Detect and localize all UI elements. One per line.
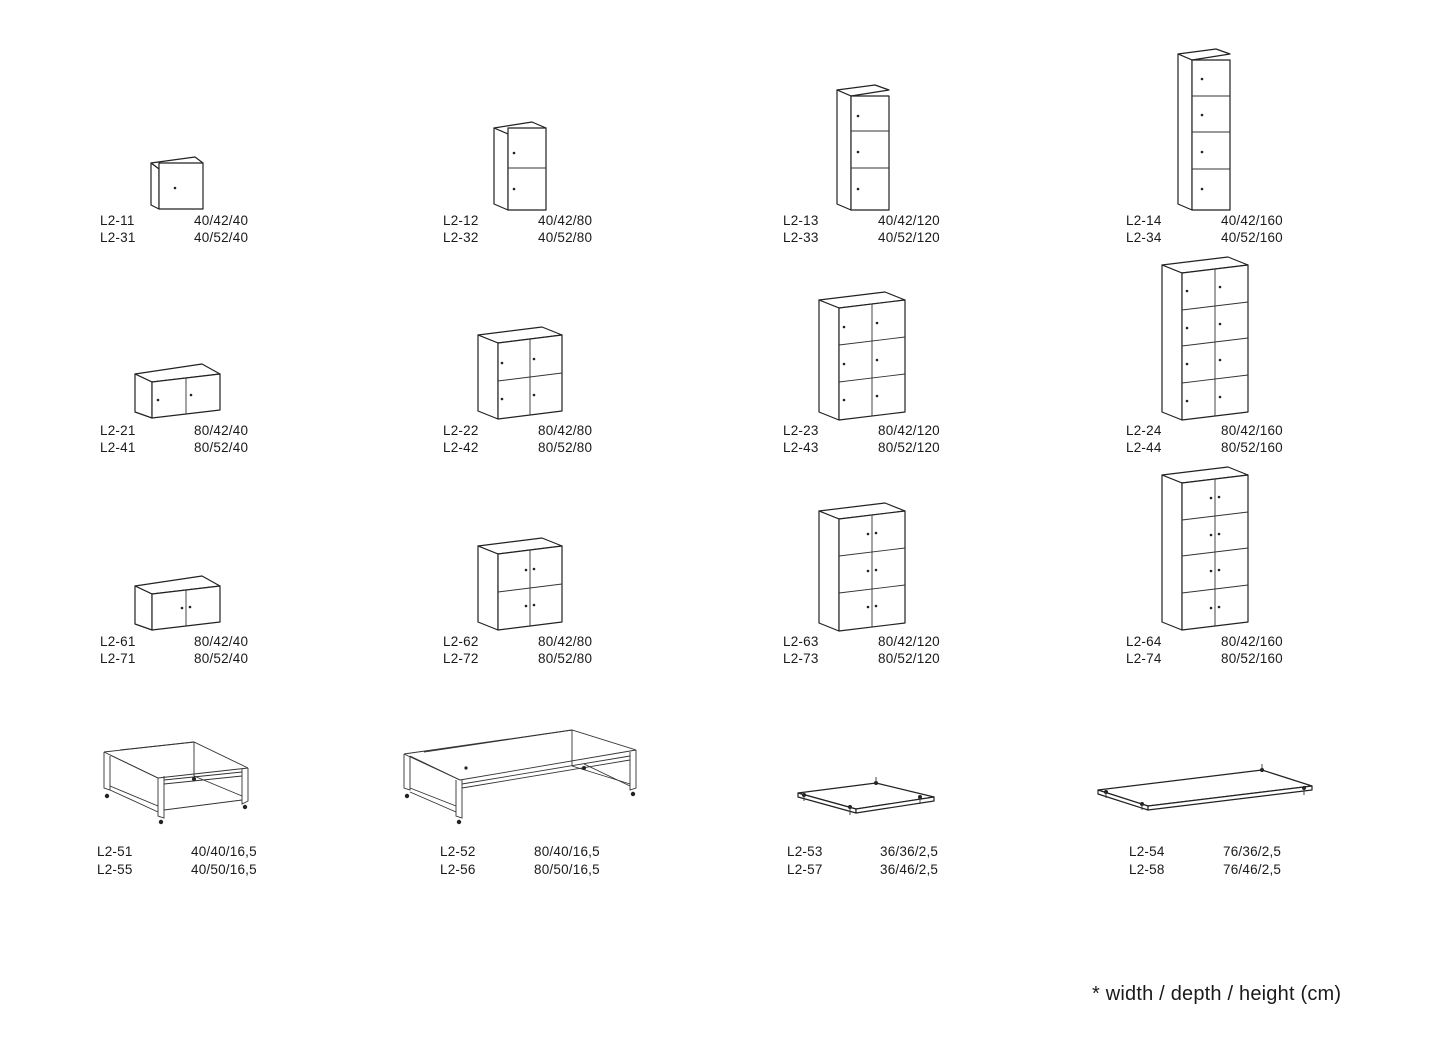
dims-l2-13: 40/42/120 — [878, 213, 940, 228]
code-l2-51: L2-51 — [97, 844, 133, 859]
dims-l2-34: 40/52/160 — [1221, 230, 1283, 245]
code-l2-62: L2-62 — [443, 634, 479, 649]
code-l2-24: L2-24 — [1126, 423, 1162, 438]
dims-l2-41: 80/52/40 — [194, 440, 249, 455]
code-l2-72: L2-72 — [443, 651, 479, 666]
dims-l2-58: 76/46/2,5 — [1223, 862, 1282, 877]
code-l2-21: L2-21 — [100, 423, 136, 438]
dims-l2-33: 40/52/120 — [878, 230, 940, 245]
code-l2-52: L2-52 — [440, 844, 476, 859]
cabinet-drawing-l2-14 — [1172, 48, 1242, 214]
dims-l2-74: 80/52/160 — [1221, 651, 1283, 666]
dims-l2-44: 80/52/160 — [1221, 440, 1283, 455]
code-l2-31: L2-31 — [100, 230, 136, 245]
dims-l2-64: 80/42/160 — [1221, 634, 1283, 649]
code-l2-55: L2-55 — [97, 862, 133, 877]
cabinet-drawing-l2-62 — [474, 536, 566, 632]
code-l2-63: L2-63 — [783, 634, 819, 649]
code-l2-42: L2-42 — [443, 440, 479, 455]
dims-l2-43: 80/52/120 — [878, 440, 940, 455]
dims-l2-52: 80/40/16,5 — [534, 844, 600, 859]
dims-l2-62: 80/42/80 — [538, 634, 593, 649]
code-l2-57: L2-57 — [787, 862, 823, 877]
dims-l2-21: 80/42/40 — [194, 423, 249, 438]
plinth-drawing-l2-53 — [794, 773, 938, 819]
code-l2-44: L2-44 — [1126, 440, 1162, 455]
dims-l2-54: 76/36/2,5 — [1223, 844, 1282, 859]
dims-l2-42: 80/52/80 — [538, 440, 593, 455]
cabinet-drawing-l2-64 — [1158, 465, 1252, 632]
dims-l2-31: 40/52/40 — [194, 230, 249, 245]
dims-l2-71: 80/52/40 — [194, 651, 249, 666]
dims-l2-53: 36/36/2,5 — [880, 844, 939, 859]
cabinet-drawing-l2-12 — [488, 120, 558, 215]
dims-l2-32: 40/52/80 — [538, 230, 593, 245]
code-l2-56: L2-56 — [440, 862, 476, 877]
plinth-drawing-l2-54 — [1094, 762, 1316, 812]
code-l2-22: L2-22 — [443, 423, 479, 438]
code-l2-54: L2-54 — [1129, 844, 1165, 859]
dims-l2-24: 80/42/160 — [1221, 423, 1283, 438]
dims-l2-56: 80/50/16,5 — [534, 862, 600, 877]
code-l2-32: L2-32 — [443, 230, 479, 245]
dims-l2-55: 40/50/16,5 — [191, 862, 257, 877]
code-l2-11: L2-11 — [100, 213, 135, 228]
dims-l2-14: 40/42/160 — [1221, 213, 1283, 228]
code-l2-71: L2-71 — [100, 651, 136, 666]
dims-l2-73: 80/52/120 — [878, 651, 940, 666]
cabinet-drawing-l2-22 — [474, 325, 566, 421]
cabinet-drawing-l2-11 — [145, 155, 215, 215]
dims-l2-51: 40/40/16,5 — [191, 844, 257, 859]
dims-l2-63: 80/42/120 — [878, 634, 940, 649]
cabinet-drawing-l2-13 — [831, 84, 901, 214]
code-l2-43: L2-43 — [783, 440, 819, 455]
cabinet-drawing-l2-61 — [130, 574, 226, 634]
dimension-legend-footnote: * width / depth / height (cm) — [1092, 983, 1342, 1005]
base-frame-drawing-l2-51 — [100, 738, 256, 828]
code-l2-58: L2-58 — [1129, 862, 1165, 877]
dims-l2-11: 40/42/40 — [194, 213, 249, 228]
code-l2-33: L2-33 — [783, 230, 819, 245]
dims-l2-57: 36/46/2,5 — [880, 862, 939, 877]
cabinet-drawing-l2-24 — [1158, 255, 1252, 422]
code-l2-53: L2-53 — [787, 844, 823, 859]
code-l2-74: L2-74 — [1126, 651, 1162, 666]
code-l2-73: L2-73 — [783, 651, 819, 666]
dims-l2-23: 80/42/120 — [878, 423, 940, 438]
cabinet-drawing-l2-23 — [815, 290, 909, 422]
dims-l2-22: 80/42/80 — [538, 423, 593, 438]
dims-l2-61: 80/42/40 — [194, 634, 249, 649]
dims-l2-72: 80/52/80 — [538, 651, 593, 666]
code-l2-34: L2-34 — [1126, 230, 1162, 245]
code-l2-61: L2-61 — [100, 634, 136, 649]
code-l2-41: L2-41 — [100, 440, 136, 455]
code-l2-64: L2-64 — [1126, 634, 1162, 649]
dims-l2-12: 40/42/80 — [538, 213, 593, 228]
code-l2-14: L2-14 — [1126, 213, 1162, 228]
code-l2-13: L2-13 — [783, 213, 819, 228]
base-frame-drawing-l2-52 — [400, 724, 644, 820]
code-l2-12: L2-12 — [443, 213, 479, 228]
cabinet-drawing-l2-21 — [130, 362, 226, 422]
code-l2-23: L2-23 — [783, 423, 819, 438]
cabinet-drawing-l2-63 — [815, 501, 909, 633]
